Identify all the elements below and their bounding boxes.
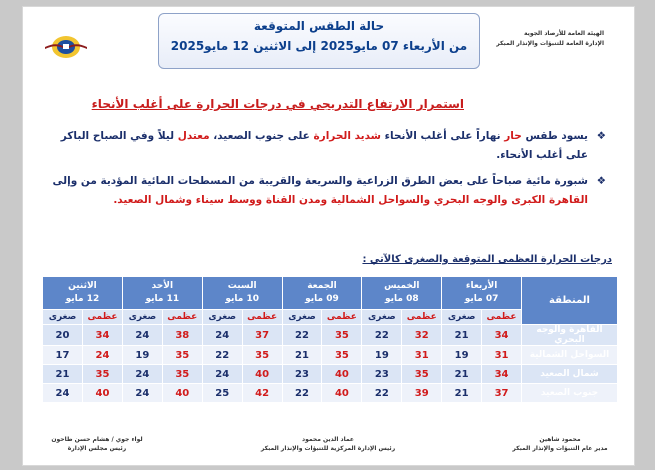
min-temp-cell: 20	[43, 325, 83, 346]
min-temp-cell: 22	[282, 384, 322, 403]
min-label: صغرى	[362, 310, 402, 325]
day-header: الاثنين 12 مايو	[43, 277, 123, 310]
bullet-highlight: حار	[504, 130, 522, 142]
min-temp-cell: 25	[202, 384, 242, 403]
max-temp-cell: 40	[83, 384, 123, 403]
signature-1: محمود شاهين مدير عام التنبؤات والإنذار المبكر	[512, 436, 608, 452]
min-label: صغرى	[122, 310, 162, 325]
min-temp-cell: 24	[122, 365, 162, 384]
max-temp-cell: 34	[83, 325, 123, 346]
max-temp-cell: 35	[83, 365, 123, 384]
min-temp-cell: 19	[442, 346, 482, 365]
day-header: الجمعة 09 مايو	[282, 277, 362, 310]
min-temp-cell: 22	[282, 325, 322, 346]
organization-name	[484, 29, 604, 49]
region-name: القاهرة والوجه البحري	[522, 325, 618, 346]
min-temp-cell: 24	[43, 384, 83, 403]
max-temp-cell: 35	[322, 346, 362, 365]
min-label: صغرى	[282, 310, 322, 325]
min-label: صغرى	[442, 310, 482, 325]
min-temp-cell: 22	[362, 325, 402, 346]
max-temp-cell: 31	[402, 346, 442, 365]
max-temp-cell: 37	[242, 325, 282, 346]
min-temp-cell: 24	[122, 384, 162, 403]
max-temp-cell: 37	[482, 384, 522, 403]
max-temp-cell: 40	[322, 365, 362, 384]
min-temp-cell: 23	[282, 365, 322, 384]
page-title: حالة الطقس المتوقعة	[253, 19, 385, 33]
min-label: صغرى	[43, 310, 83, 325]
table-title: درجات الحرارة العظمى المتوقعة والصغرى كالآتي :	[362, 254, 612, 265]
region-name: شمال الصعيد	[522, 365, 618, 384]
title-box	[158, 13, 480, 69]
day-header: الخميس 08 مايو	[362, 277, 442, 310]
max-temp-cell: 38	[162, 325, 202, 346]
signature-3: لواء جوي / هشام حسن طاحون رئيس مجلس الإدارة	[51, 436, 143, 452]
region-name: السواحل الشمالية	[522, 346, 618, 365]
bullet-text: شبورة مائية صباحاً على بعض الطرق الزراعية والسريعة والقريبة من المسطحات المائية المؤدية من وإلى	[52, 175, 588, 187]
table-row	[43, 346, 618, 365]
day-header: الأحد 11 مايو	[122, 277, 202, 310]
max-temp-cell: 39	[402, 384, 442, 403]
min-temp-cell: 22	[202, 346, 242, 365]
diamond-bullet-icon: ❖	[596, 130, 606, 142]
headline: استمرار الارتفاع التدريجي في درجات الحرارة على أغلب الأنحاء	[91, 97, 464, 111]
bullet-highlight: معتدل	[177, 130, 210, 142]
min-temp-cell: 21	[442, 365, 482, 384]
min-temp-cell: 21	[282, 346, 322, 365]
max-temp-cell: 35	[162, 346, 202, 365]
org-line-2: الإدارة العامة للتنبؤات والإنذار المبكر	[496, 40, 604, 47]
max-temp-cell: 40	[242, 365, 282, 384]
bullet-text: ليلاً وفي الصباح الباكر على أغلب الأنحاء.	[60, 130, 588, 161]
max-temp-cell: 35	[162, 365, 202, 384]
bullet-highlight: القاهرة الكبرى والوجه البحري والسواحل الشمالية ومدن القناة ووسط سيناء وشمال الصعيد.	[113, 194, 588, 206]
bulletin-page	[22, 6, 635, 466]
bullet-text: يسود طقس	[521, 130, 588, 142]
org-line-1: الهيئة العامة للأرصاد الجوية	[523, 30, 604, 37]
min-temp-cell: 22	[362, 384, 402, 403]
region-header: المنطقة	[522, 277, 618, 325]
max-temp-cell: 32	[402, 325, 442, 346]
bullet-item	[51, 172, 606, 210]
region-name: جنوب الصعيد	[522, 384, 618, 403]
table-row	[43, 325, 618, 346]
max-label: عظمى	[242, 310, 282, 325]
max-temp-cell: 31	[482, 346, 522, 365]
meteorology-logo-icon	[43, 32, 89, 62]
min-temp-cell: 23	[362, 365, 402, 384]
day-header: السبت 10 مايو	[202, 277, 282, 310]
min-label: صغرى	[202, 310, 242, 325]
min-temp-cell: 21	[442, 384, 482, 403]
max-label: عظمى	[402, 310, 442, 325]
temperature-table	[42, 276, 618, 403]
min-temp-cell: 24	[202, 365, 242, 384]
max-temp-cell: 35	[242, 346, 282, 365]
table-row	[43, 384, 618, 403]
day-header: الأربعاء 07 مايو	[442, 277, 522, 310]
min-temp-cell: 21	[442, 325, 482, 346]
min-temp-cell: 19	[122, 346, 162, 365]
max-label: عظمى	[482, 310, 522, 325]
max-label: عظمى	[162, 310, 202, 325]
max-temp-cell: 34	[482, 365, 522, 384]
max-temp-cell: 34	[482, 325, 522, 346]
table-row	[43, 365, 618, 384]
min-temp-cell: 24	[122, 325, 162, 346]
max-temp-cell: 42	[242, 384, 282, 403]
min-temp-cell: 19	[362, 346, 402, 365]
max-temp-cell: 40	[322, 384, 362, 403]
forecast-bullets	[51, 127, 606, 217]
max-temp-cell: 40	[162, 384, 202, 403]
bullet-item	[51, 127, 606, 165]
bullet-text: على جنوب الصعيد،	[209, 130, 314, 142]
min-temp-cell: 21	[43, 365, 83, 384]
max-label: عظمى	[83, 310, 123, 325]
max-temp-cell: 35	[402, 365, 442, 384]
forecast-period: من الأربعاء 07 مايو2025 إلى الاثنين 12 مايو2025	[170, 39, 468, 53]
signature-2: عماد الدين محمود رئيس الإدارة المركزية للتنبؤات والإنذار المبكر	[260, 436, 396, 452]
bullet-text: نهاراً على أغلب الأنحاء	[381, 130, 505, 142]
min-temp-cell: 24	[202, 325, 242, 346]
max-label: عظمى	[322, 310, 362, 325]
min-temp-cell: 17	[43, 346, 83, 365]
bullet-highlight: شديد الحرارة	[313, 130, 381, 142]
max-temp-cell: 35	[322, 325, 362, 346]
diamond-bullet-icon: ❖	[596, 175, 606, 187]
max-temp-cell: 24	[83, 346, 123, 365]
